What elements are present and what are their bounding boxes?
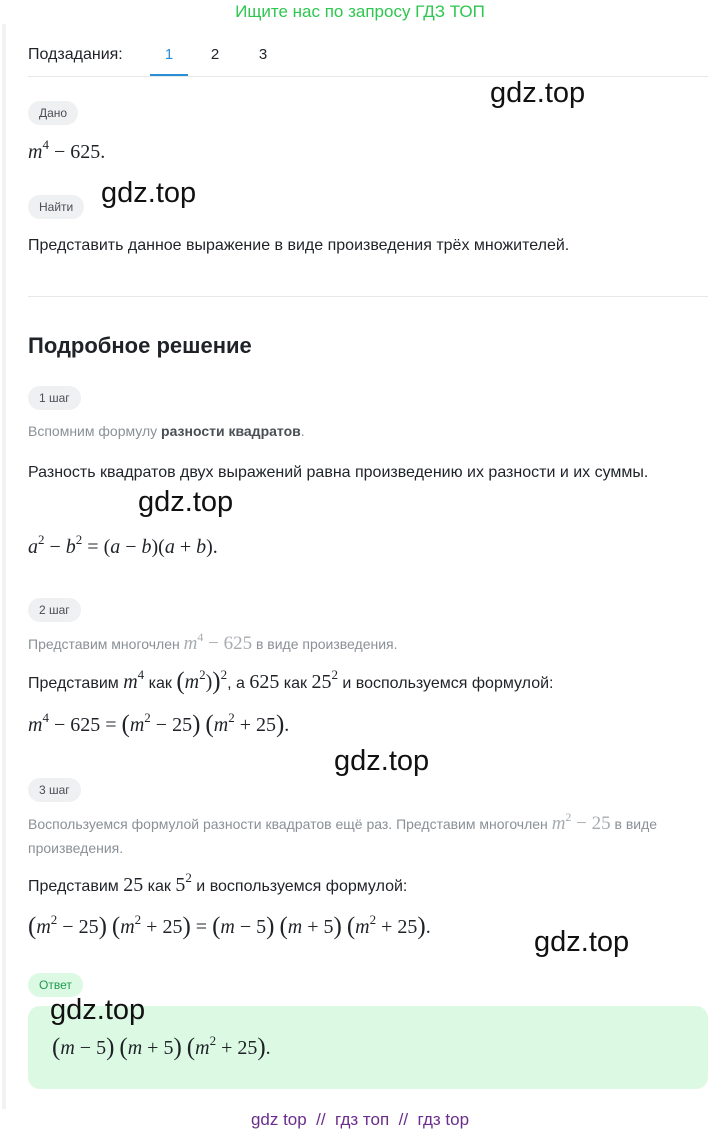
tab-1[interactable]: 1 — [150, 46, 188, 63]
answer-formula: (m − 5) (m + 5) $(m^2 + 25)$. — [52, 1033, 271, 1061]
step2-formula: $m^4 - 625 = (m^2 - 25) (m^2 + 25)$. — [28, 710, 290, 738]
answer-chip: Ответ — [28, 973, 83, 997]
watermark-2: gdz.top — [101, 177, 197, 209]
watermark-5: gdz.top — [534, 926, 630, 958]
tabs-label: Подзадания: — [28, 46, 123, 63]
subtask-tabs — [28, 40, 708, 77]
step3-chip: 3 шаг — [28, 778, 81, 802]
step3-hint: Воспользуемся формулой разности квадратов ещё раз. Представим многочлен $m^2 - 25$ в виде произведения. — [28, 810, 658, 856]
step2-chip: 2 шаг — [28, 598, 81, 622]
watermark-6: gdz.top — [50, 994, 146, 1026]
step1-formula: $a^2 - b^2 = (a - b)(a + b)$. — [28, 532, 218, 558]
step1-hint: Вспомним формулу разности квадратов. — [28, 423, 305, 439]
watermark-3: gdz.top — [138, 486, 234, 518]
watermark-4: gdz.top — [334, 745, 430, 777]
step3-formula: $(m^2 - 25) (m^2 + 25) = (m - 5) (m + 5) (m^2 + 25)$. — [28, 912, 431, 940]
step1-chip: 1 шаг — [28, 386, 81, 410]
watermark-1: gdz.top — [490, 77, 586, 109]
given-chip: Дано — [28, 101, 78, 125]
tab-3[interactable]: 3 — [258, 46, 268, 63]
step1-text: Разность квадратов двух выражений равна произведению их разности и их суммы. — [28, 464, 649, 481]
step3-text: Представим 25 как $5^2$ и воспользуемся формулой: — [28, 870, 408, 896]
find-chip: Найти — [28, 195, 84, 219]
tab-2[interactable]: 2 — [210, 46, 220, 63]
footer-links[interactable]: gdz top // гдз топ // гдз top — [250, 1110, 470, 1129]
promo-banner: Ищите нас по запросу ГДЗ ТОП — [235, 2, 485, 21]
step2-text: Представим $m^4$ как $(m^2))^2$, а 625 как $25^2$ и воспользуемся формулой: — [28, 667, 554, 695]
left-border — [2, 24, 6, 1109]
section-divider — [28, 296, 708, 297]
find-text: Представить данное выражение в виде произведения трёх множителей. — [28, 237, 570, 254]
given-expression: $m^4 - 625$. — [28, 137, 106, 163]
step2-hint: Представим многочлен $m^4 - 625$ в виде произведения. — [28, 630, 398, 654]
solution-heading: Подробное решение — [28, 333, 252, 358]
